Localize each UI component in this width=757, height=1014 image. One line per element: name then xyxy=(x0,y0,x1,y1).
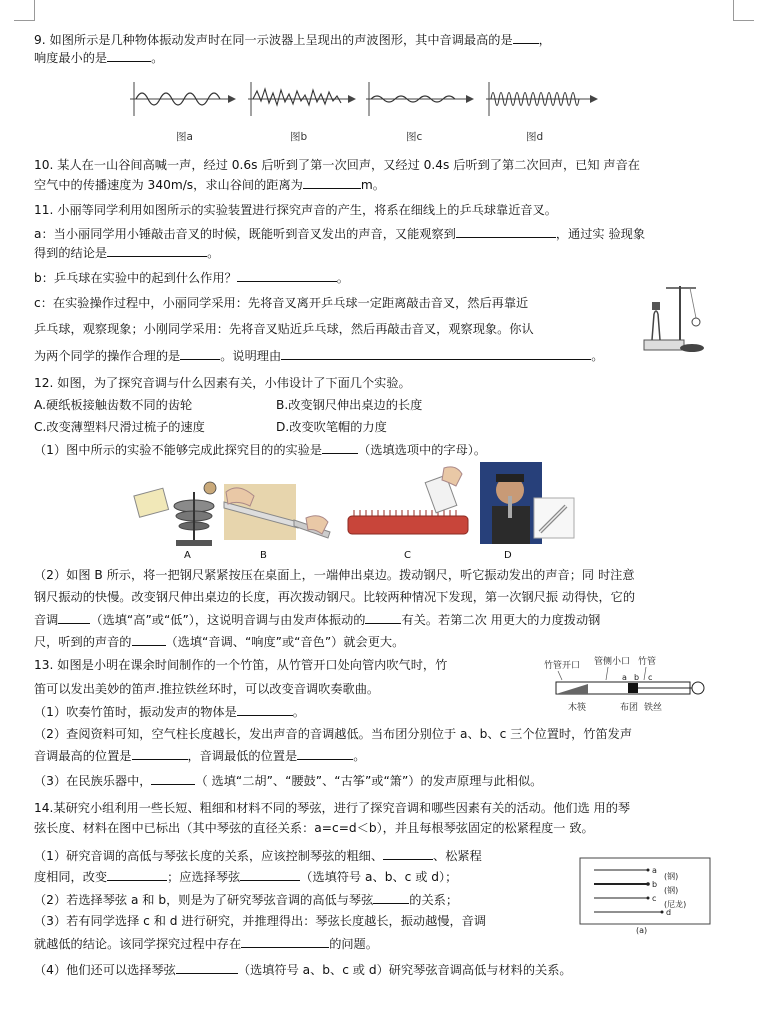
bamboo-flute-figure xyxy=(542,656,714,718)
q10-blank-distance[interactable] xyxy=(303,175,361,189)
q14-blank-problem[interactable] xyxy=(241,934,329,948)
q12-p2-line3: 音调 （选填“高”或“低”），这说明音调与由发声体振动的 有关。若第二次 用更大的力度拨动钢 xyxy=(34,610,600,629)
q12-blank-pitch[interactable] xyxy=(58,610,90,624)
q13-line1: 13. 如图是小明在课余时间制作的一个竹笛，从竹管开口处向管内吹气时，竹 xyxy=(34,658,448,672)
q14-blank-strings-choice[interactable] xyxy=(240,867,300,881)
experiment-a-gears xyxy=(134,482,216,546)
q11-a-line1: a：当小丽同学用小锤敲击音叉的时候，既能听到音叉发出的声音，又能观察到 ，通过实 验现象 xyxy=(34,224,645,243)
caption-d: 图d xyxy=(526,131,544,143)
q10-line2: 空气中的传播速度为 340m/s，求山谷间的距离为 m。 xyxy=(34,175,385,194)
label-wire: 铁丝 xyxy=(644,703,663,713)
q11-a-line2: 得到的结论是 。 xyxy=(34,243,219,262)
caption-b: 图b xyxy=(290,131,308,143)
q9-blank-quietest[interactable] xyxy=(107,48,151,62)
q14-blank-material-strings[interactable] xyxy=(176,960,238,974)
q11-line1: 11. 小丽等同学利用如图所示的实验装置进行探究声音的产生，将系在细线上的乒乓球靠近音叉。 xyxy=(34,203,557,217)
q14-p1-line2: 度相同，改变 ；应选择琴弦 （选填符号 a、b、c 或 d）； xyxy=(34,867,457,886)
q13-p3: （3）在民族乐器中， （ 选填“二胡”、“腰鼓”、“古筝”或“箫”）的发声原理与此相似。 xyxy=(34,771,542,790)
q11-c-line1: c：在实验操作过程中，小丽同学采用：先将音叉离开乒乓球一定距离敲击音叉，然后再靠近 xyxy=(34,296,529,310)
experiment-c-comb xyxy=(348,467,468,534)
q12-p2-line1: （2）如图 B 所示，将一把钢尺紧紧按压在桌面上，一端伸出桌边。拨动钢尺，听它振动发出的声音；同 时注意 xyxy=(34,568,635,582)
q13-p2-line1: （2）查阅资料可知，空气柱长度越长，发出声音的音调越低。当布团分别位于 a、b、c 三个位置时，竹笛发声 xyxy=(34,727,633,741)
q14-p1-line1: （1）研究音调的高低与琴弦长度的关系，应该控制琴弦的粗细、 、松紧程 xyxy=(34,846,482,865)
q12-p2-line4: 尺，听到的声音的 （选填“音调、“响度”或“音色”）就会更大。 xyxy=(34,632,404,651)
caption-c: 图c xyxy=(406,131,423,143)
q11-c-line2: 乒乓球，观察现象；小刚同学采用：先将音叉贴近乒乓球，然后再敲击音叉，观察现象。你认 xyxy=(34,322,534,336)
waveform-d xyxy=(486,82,598,116)
q9-waveforms-figure xyxy=(120,74,608,146)
waveform-b xyxy=(248,82,356,116)
q14-p3-line2: 就越低的结论。该同学探究过程中存在 的问题。 xyxy=(34,934,378,953)
q9-blank-highest[interactable] xyxy=(513,30,539,44)
waveform-c xyxy=(366,82,474,116)
crop-mark-right xyxy=(733,0,754,21)
label-tube-opening: 竹管开口 xyxy=(544,661,581,671)
caption-a: 图a xyxy=(176,131,193,143)
fig-label-b: B xyxy=(260,550,267,561)
label-chopstick: 木筷 xyxy=(568,703,587,713)
fig-label-a: A xyxy=(184,550,191,561)
q12-option-c: C.改变薄塑料尺滑过梳子的速度 xyxy=(34,420,205,434)
label-position-c: c xyxy=(648,673,653,682)
q12-option-b: B.改变钢尺伸出桌边的长度 xyxy=(276,398,423,412)
q14-p4: （4）他们还可以选择琴弦 （选填符号 a、b、c 或 d）研究琴弦音调高低与材料的关系。 xyxy=(34,960,572,979)
waveform-a xyxy=(130,82,236,116)
string-d-id: d xyxy=(666,908,672,917)
string-c-id: c xyxy=(652,894,657,903)
q12-blank-option[interactable] xyxy=(322,440,358,454)
q13-p1: （1）吹奏竹笛时，振动发声的物体是 。 xyxy=(34,702,305,721)
string-b-material: (钢) xyxy=(664,886,679,895)
q14-blank-relation[interactable] xyxy=(373,890,409,904)
q14-blank-change-variable[interactable] xyxy=(107,867,167,881)
q11-blank-observe[interactable] xyxy=(456,224,556,238)
tuning-fork-apparatus-figure xyxy=(640,278,712,354)
q12-line1: 12. 如图，为了探究音调与什么因素有关，小伟设计了下面几个实验。 xyxy=(34,376,411,390)
strings-figure xyxy=(578,856,718,936)
q13-line2: 笛可以发出美妙的笛声.推拉铁丝环时，可以改变音调吹奏歌曲。 xyxy=(34,682,380,696)
q12-option-d: D.改变吹笔帽的力度 xyxy=(276,420,387,434)
string-a-material: (钢) xyxy=(664,872,679,881)
q11-blank-who[interactable] xyxy=(180,346,220,360)
q11-blank-role[interactable] xyxy=(237,268,337,282)
q13-blank-highest-position[interactable] xyxy=(132,746,188,760)
q13-p2-line2: 音调最高的位置是 ，音调最低的位置是 。 xyxy=(34,746,365,765)
label-tube: 竹管 xyxy=(638,657,657,667)
figure-caption: (a) xyxy=(636,926,648,935)
q12-p1: （1）图中所示的实验不能够完成此探究目的的实验是 （选填选项中的字母）。 xyxy=(34,440,486,459)
q11-blank-conclusion[interactable] xyxy=(107,243,207,257)
q14-line2: 弦长度、材料在图中已标出（其中琴弦的直径关系：a=c=d＜b），并且每根琴弦固定的松紧程度一 致。 xyxy=(34,821,594,835)
fig-label-c: C xyxy=(404,550,411,561)
q9-line1: 9. 如图所示是几种物体振动发声时在同一示波器上呈现出的声波图形，其中音调最高的是 ， xyxy=(34,30,551,49)
q12-option-a: A.硬纸板接触齿数不同的齿轮 xyxy=(34,398,193,412)
crop-mark-left xyxy=(14,0,35,21)
label-cloth-ball: 布团 xyxy=(620,703,639,713)
experiment-d-pen-cap xyxy=(480,462,574,544)
q14-line1: 14.某研究小组利用一些长短、粗细和材料不同的琴弦，进行了探究音调和哪些因素有关的活动。他们选 用的琴 xyxy=(34,801,631,815)
string-a-id: a xyxy=(652,866,657,875)
label-side-hole: 管侧小口 xyxy=(594,657,631,667)
fig-label-d: D xyxy=(504,550,512,561)
q11-blank-reason[interactable] xyxy=(281,346,591,360)
q14-p2: （2）若选择琴弦 a 和 b，则是为了研究琴弦音调的高低与琴弦 的关系； xyxy=(34,890,458,909)
q13-blank-lowest-position[interactable] xyxy=(297,746,353,760)
q10-line1: 10. 某人在一山谷间高喊一声，经过 0.6s 后听到了第一次回声，又经过 0.4s 后听到了第二次回声，已知 声音在 xyxy=(34,158,640,172)
q12-blank-frequency[interactable] xyxy=(365,610,401,624)
label-position-b: b xyxy=(634,673,640,682)
q9-line2: 响度最小的是 。 xyxy=(34,48,163,67)
experiment-b-ruler xyxy=(224,484,330,540)
q11-b-line: b：乒乓球在实验中的起到什么作用？ 。 xyxy=(34,268,349,287)
q13-blank-instrument[interactable] xyxy=(151,771,195,785)
q12-p2-line2: 钢尺振动的快慢。改变钢尺伸出桌边的长度，再次拨动钢尺。比较两种情况下发现，第一次钢尺振 动得快，它的 xyxy=(34,590,636,604)
q14-blank-control-variable[interactable] xyxy=(383,846,433,860)
q14-p3-line1: （3）若有同学选择 c 和 d 进行研究，并推理得出：琴弦长度越长，振动越慢，音调 xyxy=(34,914,487,928)
label-position-a: a xyxy=(622,673,627,682)
string-b-id: b xyxy=(652,880,658,889)
q13-blank-vibrating-object[interactable] xyxy=(237,702,293,716)
q12-blank-property[interactable] xyxy=(132,632,166,646)
q12-experiments-figure xyxy=(130,462,580,562)
string-c-material: (尼龙) xyxy=(664,900,687,909)
q11-c-line3: 为两个同学的操作合理的是 。说明理由 。 xyxy=(34,346,603,365)
